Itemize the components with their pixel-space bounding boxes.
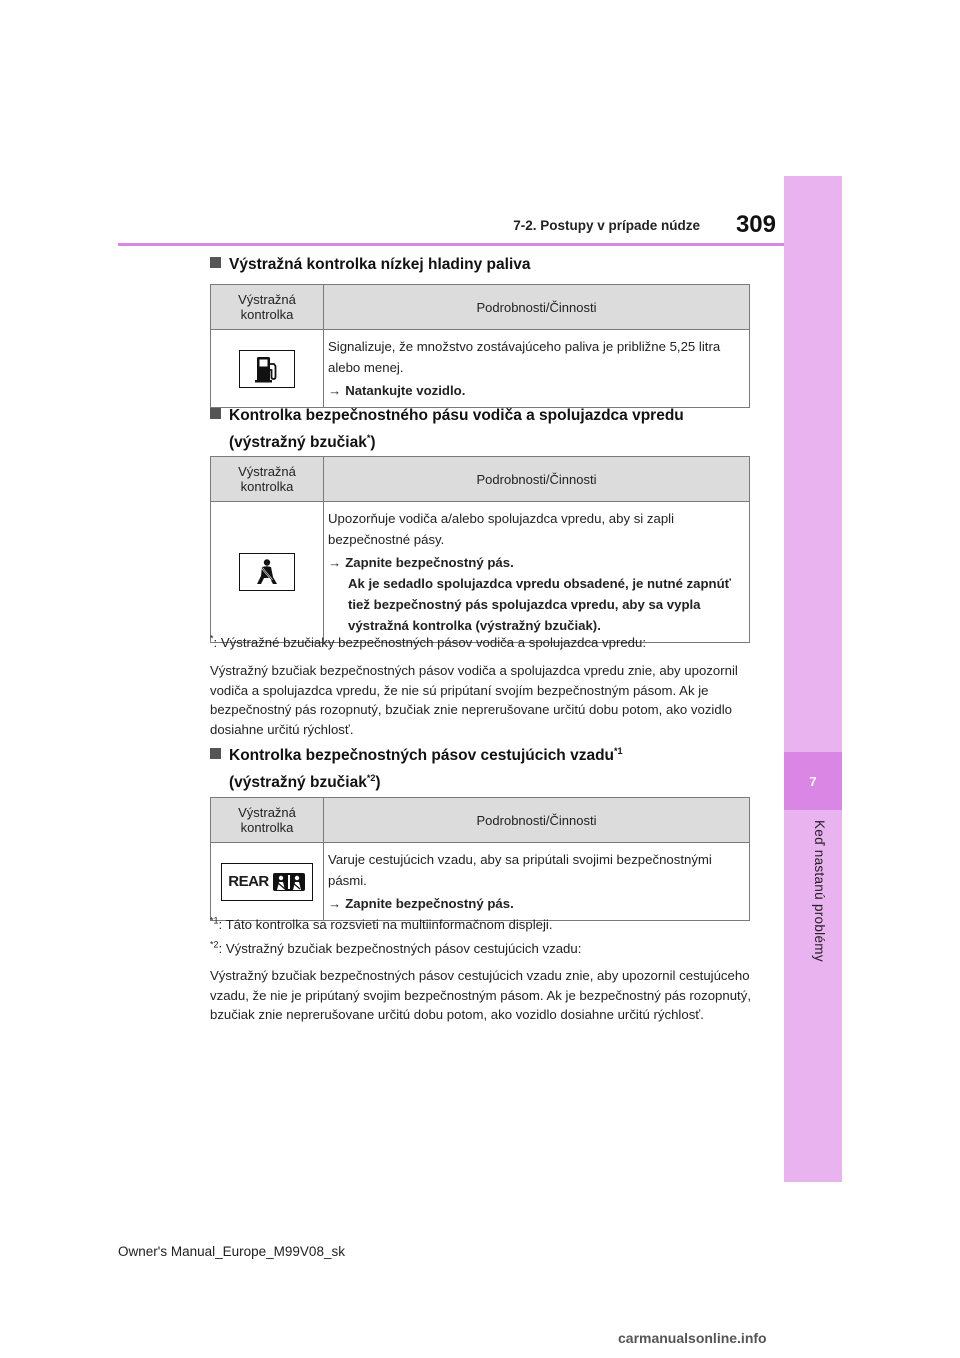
col-header-details: Podrobnosti/Činnosti: [324, 798, 750, 843]
chapter-number: 7: [784, 752, 842, 810]
warning-table-rear-seatbelt: [210, 797, 750, 921]
fuel-description: Signalizuje, že množstvo zostávajúceho paliva je približne 5,25 litra alebo menej.: [328, 339, 721, 375]
col-header-warning-light: Výstražná kontrolka: [211, 285, 324, 330]
chapter-side-tab: [784, 176, 842, 1182]
col-header-details: Podrobnosti/Činnosti: [324, 457, 750, 502]
warning-table-fuel: [210, 284, 750, 408]
section-heading-fuel: Výstražná kontrolka nízkej hladiny paliva: [210, 253, 531, 276]
rear-seatbelt-action: → Zapnite bezpečnostný pás.: [328, 896, 514, 911]
paragraph-rear-seatbelt: Výstražný bzučiak bezpečnostných pásov cestujúcich vzadu znie, aby upozornil cestujúceho vzadu, že nie je pripútaný svojim bezpečnostným pásom. Ak je bezpečnostný pás rozopnutý, bzučiak znie neprerušovane určitú dobu potom, ako vozidlo dosiahne určitú rýchlosť.: [210, 968, 751, 1022]
footer-manual-id: Owner's Manual_Europe_M99V08_sk: [118, 1244, 345, 1259]
seatbelt-reminder-icon: [239, 553, 295, 591]
rear-label: REAR: [228, 873, 269, 890]
rear-seatbelt-description: Varuje cestujúcich vzadu, aby sa pripútali svojimi bezpečnostnými pásmi.: [328, 852, 712, 888]
warning-table-front-seatbelt: [210, 456, 750, 643]
arrow-icon: →: [328, 896, 342, 911]
front-seatbelt-action-note: Ak je sedadlo spolujazdca vpredu obsadené, je nutné zapnúť tiež bezpečnostný pás spolujazdca vpredu, aby sa vypla výstražná kontrolka (výstražný bzučiak).: [348, 576, 731, 633]
col-header-details: Podrobnosti/Činnosti: [324, 285, 750, 330]
header-rule: [118, 243, 784, 246]
bullet-square-icon: [210, 408, 221, 419]
front-seatbelt-action: → Zapnite bezpečnostný pás.: [328, 555, 514, 570]
col-header-warning-light: Výstražná kontrolka: [211, 798, 324, 843]
front-seatbelt-description: Upozorňuje vodiča a/alebo spolujazdca vpredu, aby si zapli bezpečnostné pásy.: [328, 511, 675, 547]
paragraph-front-seatbelt: Výstražný bzučiak bezpečnostných pásov vodiča a spolujazdca vpredu znie, aby upozornil vodiča a spolujazdca vpredu, že nie sú pripútaní svojím bezpečnostným pásom. Ak je bezpečnostný pás rozopnutý, bzučiak znie neprerušovane určitú dobu potom, ako vozidlo dosiahne určitú rýchlosť.: [210, 663, 738, 737]
arrow-icon: →: [328, 555, 342, 570]
footnote-rear-1: $^{*1}$: Táto kontrolka sa rozsvieti na multiinformačnom displeji.: [210, 915, 553, 932]
footnote-front-seatbelt: *: Výstražné bzučiaky bezpečnostných pásov vodiča a spolujazdca vpredu:: [210, 633, 647, 650]
chapter-title: Keď nastanú problémy: [812, 820, 827, 962]
bullet-square-icon: [210, 748, 221, 759]
rear-seatbelt-icon: [221, 863, 313, 901]
arrow-icon: →: [328, 383, 342, 398]
section-header: 7-2. Postupy v prípade núdze: [513, 218, 700, 233]
watermark: carmanualsonline.info: [618, 1330, 767, 1346]
col-header-warning-light: Výstražná kontrolka: [211, 457, 324, 502]
fuel-pump-icon: [239, 350, 295, 388]
page-number: 309: [735, 211, 776, 238]
section-heading-rear-seatbelt: Kontrolka bezpečnostných pásov cestujúcich vzadu$^{*1}$ (výstražný bzučiak$^{*2}$): [210, 744, 623, 794]
footnote-rear-2: $^{*2}$: Výstražný bzučiak bezpečnostných pásov cestujúcich vzadu:: [210, 939, 582, 956]
section-heading-front-seatbelt: Kontrolka bezpečnostného pásu vodiča a spolujazdca vpredu (výstražný bzučiak*): [210, 404, 684, 454]
fuel-action: → Natankujte vozidlo.: [328, 383, 466, 398]
bullet-square-icon: [210, 257, 221, 268]
